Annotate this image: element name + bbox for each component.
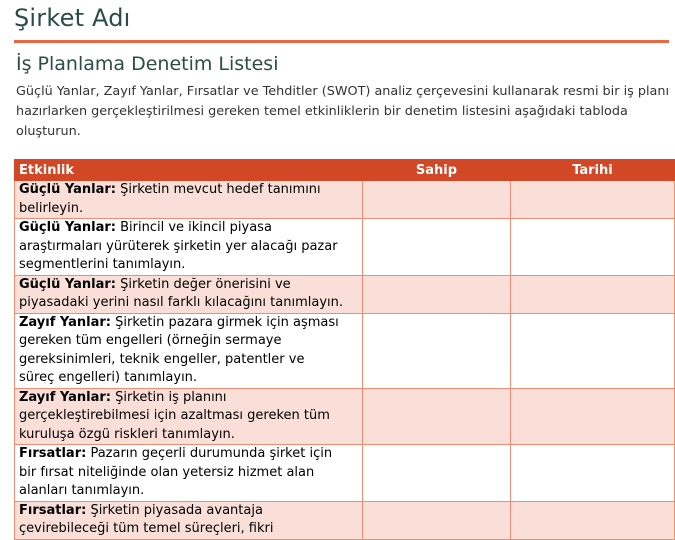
- intro-paragraph: [16, 82, 671, 142]
- activity-text: Pazarın geçerli durumunda şirket için: [86, 446, 333, 461]
- activity-cell[interactable]: [15, 275, 363, 313]
- activity-line: [19, 181, 358, 200]
- date-cell[interactable]: [511, 445, 675, 502]
- activity-cell[interactable]: [15, 181, 363, 219]
- activity-line: gereksinimleri, teknik engeller, patentler ve: [19, 351, 305, 367]
- activity-line: piyasadaki yerini nasıl farklı kılacağını tanımlayın.: [19, 295, 344, 310]
- owner-cell[interactable]: [363, 275, 511, 313]
- table-row: [15, 445, 675, 502]
- activity-cell[interactable]: [15, 313, 363, 388]
- activity-cell[interactable]: [15, 445, 363, 502]
- table-row: [15, 219, 675, 276]
- table-header-row: [15, 160, 675, 181]
- date-cell[interactable]: [511, 181, 675, 219]
- activity-line: çevirebileceği tüm temel süreçleri, fikri: [19, 521, 274, 536]
- activity-category: Güçlü Yanlar:: [19, 182, 116, 197]
- column-header-owner: Sahip: [363, 160, 511, 181]
- table-row: [15, 275, 675, 313]
- activity-line: alanları tanımlayın.: [19, 483, 145, 498]
- activity-text: Şirketin piyasada avantaja: [86, 502, 263, 518]
- column-header-date: Tarihi: [511, 160, 675, 181]
- document-title: İş Planlama Denetim Listesi: [16, 53, 279, 75]
- activity-cell[interactable]: [15, 501, 363, 539]
- activity-line: [19, 314, 358, 333]
- activity-line: süreç engelleri) tanımlayın.: [19, 370, 198, 385]
- table-row: [15, 181, 675, 219]
- activity-category: Fırsatlar:: [19, 502, 87, 518]
- activity-text: Şirketin mevcut hedef tanımını: [115, 182, 321, 197]
- activity-line: [19, 276, 358, 295]
- checklist-table: [14, 159, 675, 540]
- intro-line: Güçlü Yanlar, Zayıf Yanlar, Fırsatlar ve Tehditler (SWOT) analiz çerçevesini kullanarak resmi bir iş planı: [16, 84, 670, 99]
- activity-line: araştırmaları yürüterek şirketin yer alacağı pazar: [19, 238, 338, 254]
- owner-cell[interactable]: [363, 445, 511, 502]
- activity-cell[interactable]: [15, 388, 363, 445]
- date-cell[interactable]: [511, 313, 675, 388]
- company-name: Şirket Adı: [14, 4, 131, 32]
- date-cell[interactable]: [511, 219, 675, 276]
- activity-line: gereken tüm engelleri (örneğin sermaye: [19, 333, 282, 348]
- activity-category: Güçlü Yanlar:: [19, 220, 116, 235]
- owner-cell[interactable]: [363, 501, 511, 539]
- owner-cell[interactable]: [363, 181, 511, 219]
- intro-line: oluşturun.: [16, 124, 81, 139]
- table-row: [15, 313, 675, 388]
- date-cell[interactable]: [511, 275, 675, 313]
- activity-line: [19, 445, 358, 464]
- activity-line: bir fırsat niteliğinde olan yetersiz hizmet alan: [19, 464, 315, 480]
- activity-line: [19, 219, 358, 238]
- date-cell[interactable]: [511, 388, 675, 445]
- activity-text: Birincil ve ikincil piyasa: [115, 220, 272, 235]
- intro-line: hazırlarken gerçekleştirilmesi gereken temel etkinliklerin bir denetim listesini aşağıdaki tabloda: [16, 104, 628, 119]
- activity-line: kuruluşa özgü riskleri tanımlayın.: [19, 426, 235, 442]
- activity-category: Güçlü Yanlar:: [19, 276, 116, 292]
- activity-text: Şirketin değer önerisini ve: [115, 276, 291, 292]
- activity-category: Fırsatlar:: [19, 446, 87, 461]
- activity-text: Şirketin iş planını: [111, 389, 227, 405]
- activity-line: belirleyin.: [19, 200, 84, 216]
- activity-cell[interactable]: [15, 219, 363, 276]
- column-header-activity: Etkinlik: [15, 160, 363, 181]
- owner-cell[interactable]: [363, 219, 511, 276]
- table-row: [15, 501, 675, 539]
- activity-line: [19, 389, 358, 408]
- activity-text: Şirketin pazara girmek için aşması: [111, 314, 339, 330]
- title-rule: [14, 40, 669, 43]
- activity-line: gerçekleştirebilmesi için azaltması gereken tüm: [19, 408, 330, 423]
- activity-category: Zayıf Yanlar:: [19, 389, 111, 405]
- activity-line: [19, 502, 358, 521]
- owner-cell[interactable]: [363, 388, 511, 445]
- table-row: [15, 388, 675, 445]
- owner-cell[interactable]: [363, 313, 511, 388]
- date-cell[interactable]: [511, 501, 675, 539]
- activity-category: Zayıf Yanlar:: [19, 314, 111, 330]
- activity-line: segmentlerini tanımlayın.: [19, 257, 186, 272]
